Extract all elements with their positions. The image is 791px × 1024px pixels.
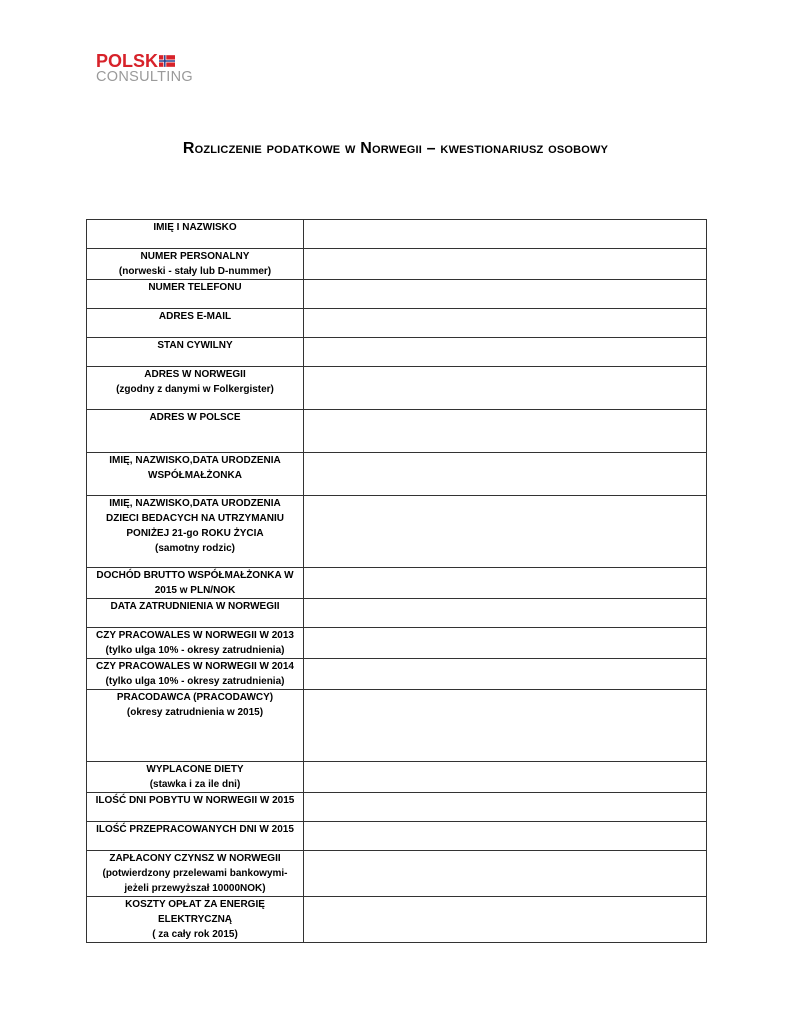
form-row (87, 568, 707, 599)
field-label-line: ZAPŁACONY CZYNSZ W NORWEGII (109, 853, 281, 864)
form-row (87, 897, 707, 943)
field-label (87, 897, 304, 943)
field-label (87, 410, 304, 453)
form-row (87, 690, 707, 762)
field-label (87, 659, 304, 690)
field-label (87, 367, 304, 410)
field-value-cell[interactable] (304, 851, 707, 897)
field-label (87, 628, 304, 659)
form-row (87, 453, 707, 496)
field-label (87, 851, 304, 897)
field-value-cell[interactable] (304, 690, 707, 762)
field-value-cell[interactable] (304, 338, 707, 367)
field-value-cell[interactable] (304, 367, 707, 410)
field-label-line: DATA ZATRUDNIENIA W NORWEGII (110, 601, 280, 612)
field-value-cell[interactable] (304, 822, 707, 851)
field-label-line: ILOŚĆ DNI POBYTU W NORWEGII W 2015 (95, 795, 295, 806)
field-label-line: CZY PRACOWALES W NORWEGII W 2013 (96, 630, 294, 641)
field-value-cell[interactable] (304, 762, 707, 793)
field-value-cell[interactable] (304, 628, 707, 659)
field-label-line: STAN CYWILNY (157, 340, 233, 351)
field-value-cell[interactable] (304, 220, 707, 249)
form-row (87, 410, 707, 453)
field-label (87, 338, 304, 367)
field-label-line: (samotny rodzic) (154, 543, 235, 554)
field-label-line: 2015 w PLN/NOK (154, 585, 236, 596)
field-label-line: ADRES W POLSCE (149, 412, 241, 423)
field-label-line: PRACODAWCA (PRACODAWCY) (116, 692, 274, 703)
form-row (87, 628, 707, 659)
field-label-line: KOSZTY OPŁAT ZA ENERGIĘ ELEKTRYCZNĄ (125, 899, 265, 925)
form-row (87, 309, 707, 338)
field-value-cell[interactable] (304, 410, 707, 453)
field-label (87, 220, 304, 249)
document-title: Rozliczenie podatkowe w Norwegii – kwestionariusz osobowy (182, 140, 609, 157)
field-label-line: (stawka i za ile dni) (149, 779, 241, 790)
personal-questionnaire-table (86, 219, 707, 943)
field-label-line: (tylko ulga 10% - okresy zatrudnienia) (105, 676, 285, 687)
form-row (87, 280, 707, 309)
field-label-line: PONIŻEJ 21-go ROKU ŻYCIA (126, 528, 264, 539)
field-label-line: (tylko ulga 10% - okresy zatrudnienia) (105, 645, 285, 656)
field-value-cell[interactable] (304, 496, 707, 568)
field-label-line: WYPLACONE DIETY (146, 764, 244, 775)
field-value-cell[interactable] (304, 897, 707, 943)
field-label-line: WSPÓŁMAŁŻONKA (148, 470, 242, 481)
field-label-line: CZY PRACOWALES W NORWEGII W 2014 (96, 661, 294, 672)
field-label-line: (norweski - stały lub D-nummer) (118, 266, 272, 277)
field-value-cell[interactable] (304, 793, 707, 822)
field-value-cell[interactable] (304, 249, 707, 280)
field-label (87, 309, 304, 338)
field-label-line: IMIĘ, NAZWISKO,DATA URODZENIA (109, 455, 281, 466)
field-value-cell[interactable] (304, 309, 707, 338)
field-label-line: NUMER PERSONALNY (140, 251, 250, 262)
field-label-line: IMIĘ I NAZWISKO (153, 222, 237, 233)
form-row (87, 851, 707, 897)
form-row (87, 659, 707, 690)
field-label-line: (okresy zatrudnienia w 2015) (126, 707, 264, 718)
field-value-cell[interactable] (304, 659, 707, 690)
field-label-line: (zgodny z danymi w Folkergister) (116, 384, 274, 395)
norway-flag-icon (159, 54, 175, 68)
field-value-cell[interactable] (304, 453, 707, 496)
company-logo (96, 52, 206, 86)
form-row (87, 220, 707, 249)
logo-brand-bottom: CONSULTING (96, 69, 193, 85)
field-label-line: (potwierdzony przelewami bankowymi- (102, 868, 288, 879)
field-value-cell[interactable] (304, 280, 707, 309)
form-row (87, 822, 707, 851)
logo-brand-top: POLSK (96, 51, 159, 71)
form-row (87, 793, 707, 822)
form-row (87, 762, 707, 793)
field-label (87, 599, 304, 628)
form-row (87, 249, 707, 280)
field-value-cell[interactable] (304, 599, 707, 628)
field-label-line: ( za cały rok 2015) (152, 929, 238, 940)
form-row (87, 367, 707, 410)
field-label (87, 762, 304, 793)
field-label (87, 822, 304, 851)
field-label-line: ILOŚĆ PRZEPRACOWANYCH DNI W 2015 (96, 824, 294, 835)
field-label (87, 793, 304, 822)
field-label-line: IMIĘ, NAZWISKO,DATA URODZENIA (109, 498, 281, 509)
field-label (87, 249, 304, 280)
field-label-line: DZIECI BEDACYCH NA UTRZYMANIU (106, 513, 284, 524)
field-label (87, 496, 304, 568)
form-row (87, 496, 707, 568)
field-label-line: DOCHÓD BRUTTO WSPÓŁMAŁŻONKA W (96, 570, 294, 581)
field-label (87, 453, 304, 496)
field-label (87, 280, 304, 309)
form-row (87, 338, 707, 367)
form-row (87, 599, 707, 628)
field-label-line: ADRES E-MAIL (158, 311, 232, 322)
field-value-cell[interactable] (304, 568, 707, 599)
field-label-line: jeżeli przewyższał 10000NOK) (124, 883, 266, 894)
field-label-line: NUMER TELEFONU (148, 282, 242, 293)
field-label (87, 568, 304, 599)
field-label-line: ADRES W NORWEGII (144, 369, 246, 380)
field-label (87, 690, 304, 762)
